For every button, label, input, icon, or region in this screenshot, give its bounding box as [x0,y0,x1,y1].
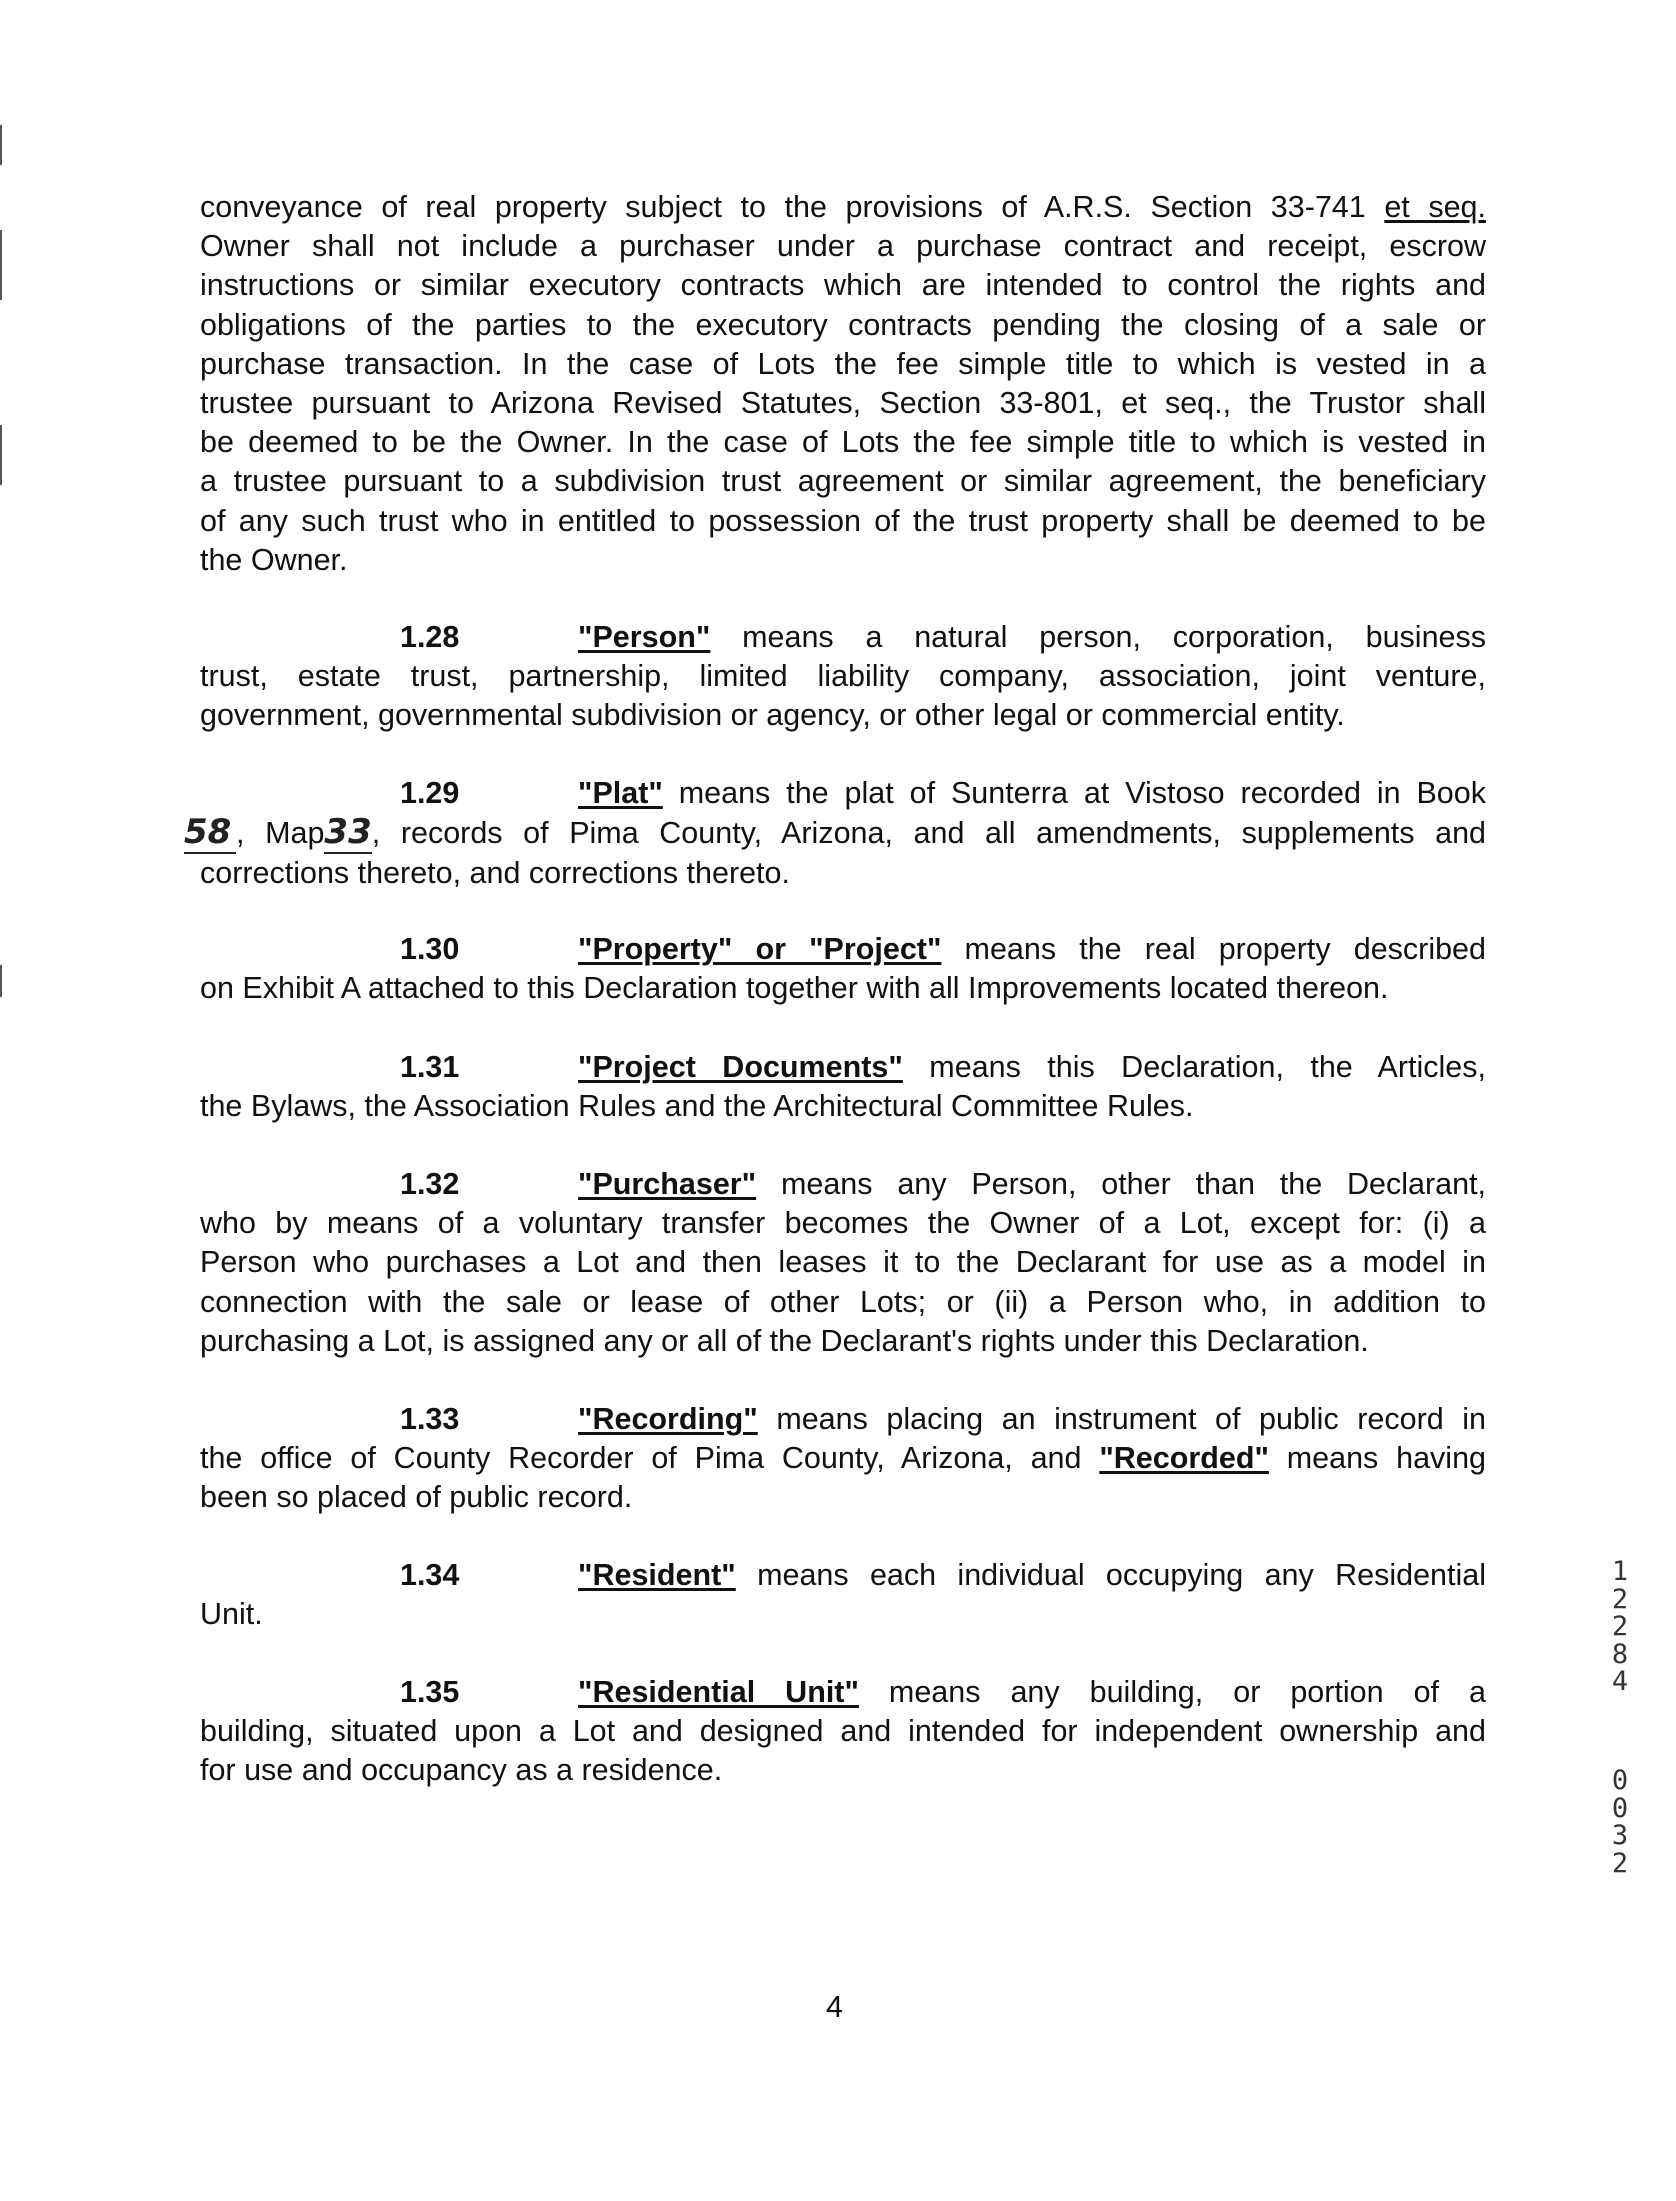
stamp-digit: 0 [1611,1765,1629,1796]
definition-first-line: 1.29 "Plat" means the plat of Sunterra at Vistoso recorded in Book [200,774,1486,813]
definition-first-line: 1.31 "Project Documents" means this Declaration, the Articles, [200,1048,1486,1087]
text-line: the Bylaws, the Association Rules and the Architectural Committee Rules. [200,1089,1194,1124]
scan-margin-mark [0,125,2,165]
definition-1-32 [200,1165,1486,1361]
text-line: corrections thereto, and corrections thereto. [200,856,790,891]
definition-1-30 [200,930,1486,1008]
text-line: been so placed of public record. [200,1480,633,1515]
section-number: 1.29 [400,776,460,810]
et-seq-link-text: et seq. [1384,190,1486,224]
definition-first-line: 1.34 "Resident" means each individual occupying any Residential [200,1556,1486,1595]
owner-definition-continuation [200,188,1486,580]
handwritten-map-number: 33 [324,813,371,854]
definition-first-line: 1.33 "Recording" means placing an instrument of public record in [200,1400,1486,1439]
text-line: a trustee pursuant to a subdivision trust agreement or similar agreement, the beneficiary [200,464,1486,499]
text-line: on Exhibit A attached to this Declaration together with all Improvements located thereon. [200,971,1389,1006]
handwritten-book-number: 58 [184,813,236,854]
scan-margin-mark [0,965,2,997]
definition-1-34 [200,1556,1486,1634]
stamp-digit: 4 [1611,1666,1629,1697]
text-line: Unit. [200,1597,263,1632]
text-line: trust, estate trust, partnership, limited liability company, association, joint venture, [200,659,1486,694]
stamp-digit: 8 [1611,1638,1629,1670]
defined-term: "Resident" [578,1558,736,1592]
page-number: 4 [826,1990,843,2024]
section-number: 1.35 [400,1675,460,1709]
text-line: obligations of the parties to the executory contracts pending the closing of a sale or [200,307,1486,342]
text-line: 58 , Map33, records of Pima County, Arizona, and all amendments, supplements and [184,813,1486,854]
defined-term: "Recording" [578,1402,758,1436]
text-line: purchase transaction. In the case of Lots the fee simple title to which is vested in a [200,346,1486,381]
text-line: government, governmental subdivision or agency, or other legal or commercial entity. [200,698,1345,733]
stamp-digit: 0 [1611,1792,1629,1824]
scan-margin-mark [0,425,2,485]
definition-first-line: 1.30 "Property" or "Project" means the real property described [200,930,1486,969]
text-line: trustee pursuant to Arizona Revised Statutes, Section 33-801, et seq., the Trustor shall [200,386,1486,421]
defined-term: "Person" [578,620,711,654]
stamp-digit: 1 [1611,1556,1629,1587]
defined-term: "Project Documents" [578,1050,903,1084]
text-line: purchasing a Lot, is assigned any or all of the Declarant's rights under this Declaration. [200,1323,1369,1358]
definition-1-35 [200,1673,1486,1791]
definition-1-29 [184,774,1487,894]
stamp-digit: 2 [1611,1847,1629,1879]
section-number: 1.28 [400,620,460,654]
section-number: 1.31 [400,1050,460,1084]
definition-1-33 [200,1400,1486,1518]
definition-first-line: 1.28 "Person" means a natural person, corporation, business [200,618,1486,657]
stamp-digit: 2 [1611,1611,1629,1642]
section-number: 1.30 [400,932,460,966]
stamp-digit: 3 [1611,1820,1629,1851]
definition-first-line: 1.35 "Residential Unit" means any building, or portion of a [200,1673,1486,1712]
text-line: Owner shall not include a purchaser under a purchase contract and receipt, escrow [200,229,1486,264]
recording-stamp-page [1605,1767,1635,1877]
text-line: who by means of a voluntary transfer becomes the Owner of a Lot, except for: (i) a [200,1206,1486,1241]
recording-stamp-docket [1605,1558,1635,1696]
definition-1-31 [200,1048,1486,1126]
text-line: conveyance of real property subject to the provisions of A.R.S. Section 33-741 et seq. [200,190,1486,224]
section-number: 1.34 [400,1558,460,1592]
defined-term: "Purchaser" [578,1167,757,1201]
scan-margin-mark [0,230,2,300]
text-line: the Owner. [200,542,348,577]
section-number: 1.32 [400,1167,460,1201]
defined-term: "Plat" [578,776,663,810]
defined-term: "Recorded" [1099,1441,1269,1476]
definition-first-line: 1.32 "Purchaser" means any Person, other than the Declarant, [200,1165,1486,1204]
text-line: for use and occupancy as a residence. [200,1753,723,1788]
definition-1-28 [200,618,1486,736]
section-number: 1.33 [400,1402,460,1436]
text-line: connection with the sale or lease of other Lots; or (ii) a Person who, in addition to [200,1284,1486,1319]
stamp-digit: 2 [1611,1583,1629,1615]
text-line: Person who purchases a Lot and then leases it to the Declarant for use as a model in [200,1245,1486,1280]
defined-term: "Property" or "Project" [578,932,942,966]
text-line: instructions or similar executory contracts which are intended to control the rights and [200,268,1486,303]
text-line: be deemed to be the Owner. In the case of Lots the fee simple title to which is vested in [200,425,1486,460]
text-line: of any such trust who in entitled to possession of the trust property shall be deemed to be [200,503,1486,538]
text-line: building, situated upon a Lot and designed and intended for independent ownership and [200,1714,1486,1749]
defined-term: "Residential Unit" [578,1675,859,1709]
text-line: the office of County Recorder of Pima County, Arizona, and "Recorded" means having [200,1441,1486,1476]
